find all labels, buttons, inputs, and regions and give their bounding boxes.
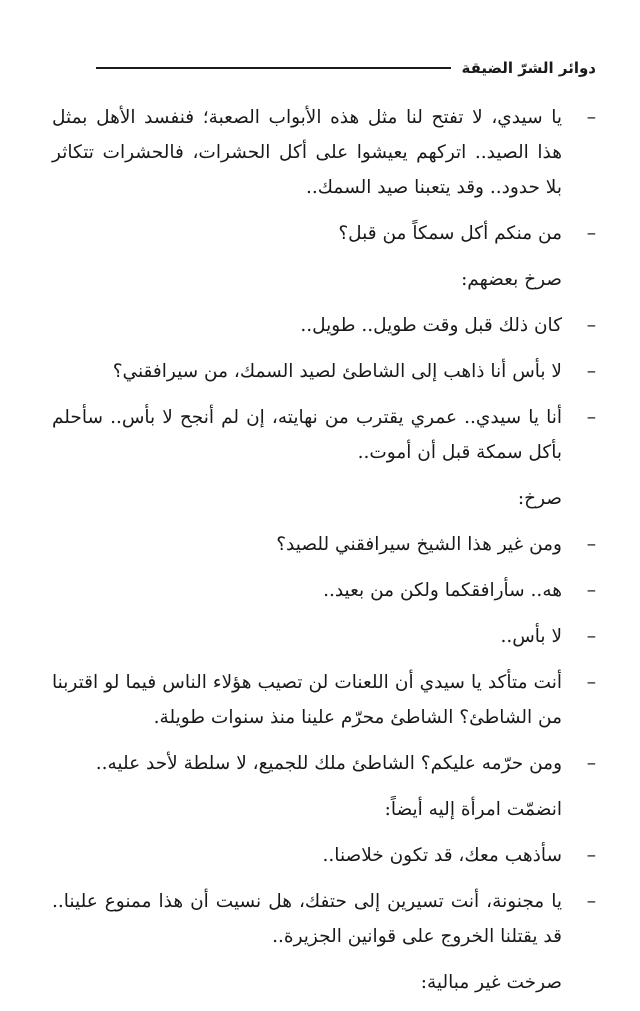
dialogue-text: لا بأس أنا ذاهب إلى الشاطئ لصيد السمك، من سيرافقني؟ (112, 361, 562, 382)
narration-line: صرخ بعضهم: (461, 269, 562, 290)
dialogue-dash: – (586, 891, 596, 912)
dialogue-line (52, 746, 596, 781)
dialogue-dash: – (586, 753, 596, 774)
dialogue-text: لا بأس.. (500, 626, 562, 647)
dialogue-text: كان ذلك قبل وقت طويل.. طويل.. (300, 315, 562, 336)
dialogue-text: يا سيدي، لا تفتح لنا مثل هذه الأبواب الصعبة؛ فنفسد الأهل بمثل هذا الصيد.. اتركهم يعيشوا على أكل الحشرات، فالحشرات تتكاثر بلا حدود.. وقد يتعبنا صيد السمك.. (52, 107, 562, 198)
dialogue-dash: – (586, 534, 596, 555)
dialogue-text: ومن حرّمه عليكم؟ الشاطئ ملك للجميع، لا سلطة لأحد عليه.. (95, 753, 562, 774)
dialogue-line (52, 665, 596, 735)
dialogue-line (52, 527, 596, 562)
header-rule (96, 67, 451, 69)
dialogue-line (52, 573, 596, 608)
dialogue-line (52, 100, 596, 205)
dialogue-dash: – (586, 845, 596, 866)
dialogue-dash: – (586, 626, 596, 647)
dialogue-text: أنت متأكد يا سيدي أن اللعنات لن تصيب هؤلاء الناس فيما لو اقتربنا من الشاطئ؟ الشاطئ محرّم علينا منذ سنوات طويلة. (52, 672, 562, 728)
dialogue-dash: – (586, 107, 596, 128)
dialogue-text: من منكم أكل سمكاً من قبل؟ (338, 223, 562, 244)
dialogue-dash: – (586, 672, 596, 693)
dialogue-line (52, 884, 596, 954)
dialogue-line (52, 619, 596, 654)
narration-line: انضمّت امرأة إليه أيضاً: (384, 799, 562, 820)
running-header (96, 56, 596, 80)
dialogue-dash: – (586, 580, 596, 601)
dialogue-dash: – (586, 361, 596, 382)
dialogue-line (52, 400, 596, 470)
dialogue-dash: – (586, 407, 596, 428)
dialogue-text: سأذهب معك، قد تكون خلاصنا.. (322, 845, 562, 866)
dialogue-line (52, 354, 596, 389)
dialogue-line (52, 216, 596, 251)
dialogue-text: هه.. سأرافقكما ولكن من بعيد.. (323, 580, 562, 601)
dialogue-dash: – (586, 315, 596, 336)
dialogue-text: ومن غير هذا الشيخ سيرافقني للصيد؟ (276, 534, 562, 555)
narration-line: صرخت غير مبالية: (420, 972, 562, 993)
narration-line: صرخ: (517, 488, 562, 509)
dialogue-line (52, 308, 596, 343)
dialogue-text: يا مجنونة، أنت تسيرين إلى حتفك، هل نسيت أن هذا ممنوع علينا.. قد يقتلنا الخروج على قوانين الجزيرة.. (52, 891, 562, 947)
book-title: دوائر الشرّ الضيقة (461, 59, 596, 77)
dialogue-line (52, 838, 596, 873)
dialogue-text: أنا يا سيدي.. عمري يقترب من نهايته، إن لم أنجح لا بأس.. سأحلم بأكل سمكة قبل أن أموت.. (52, 407, 562, 463)
dialogue-dash: – (586, 223, 596, 244)
page-body (52, 100, 596, 1011)
